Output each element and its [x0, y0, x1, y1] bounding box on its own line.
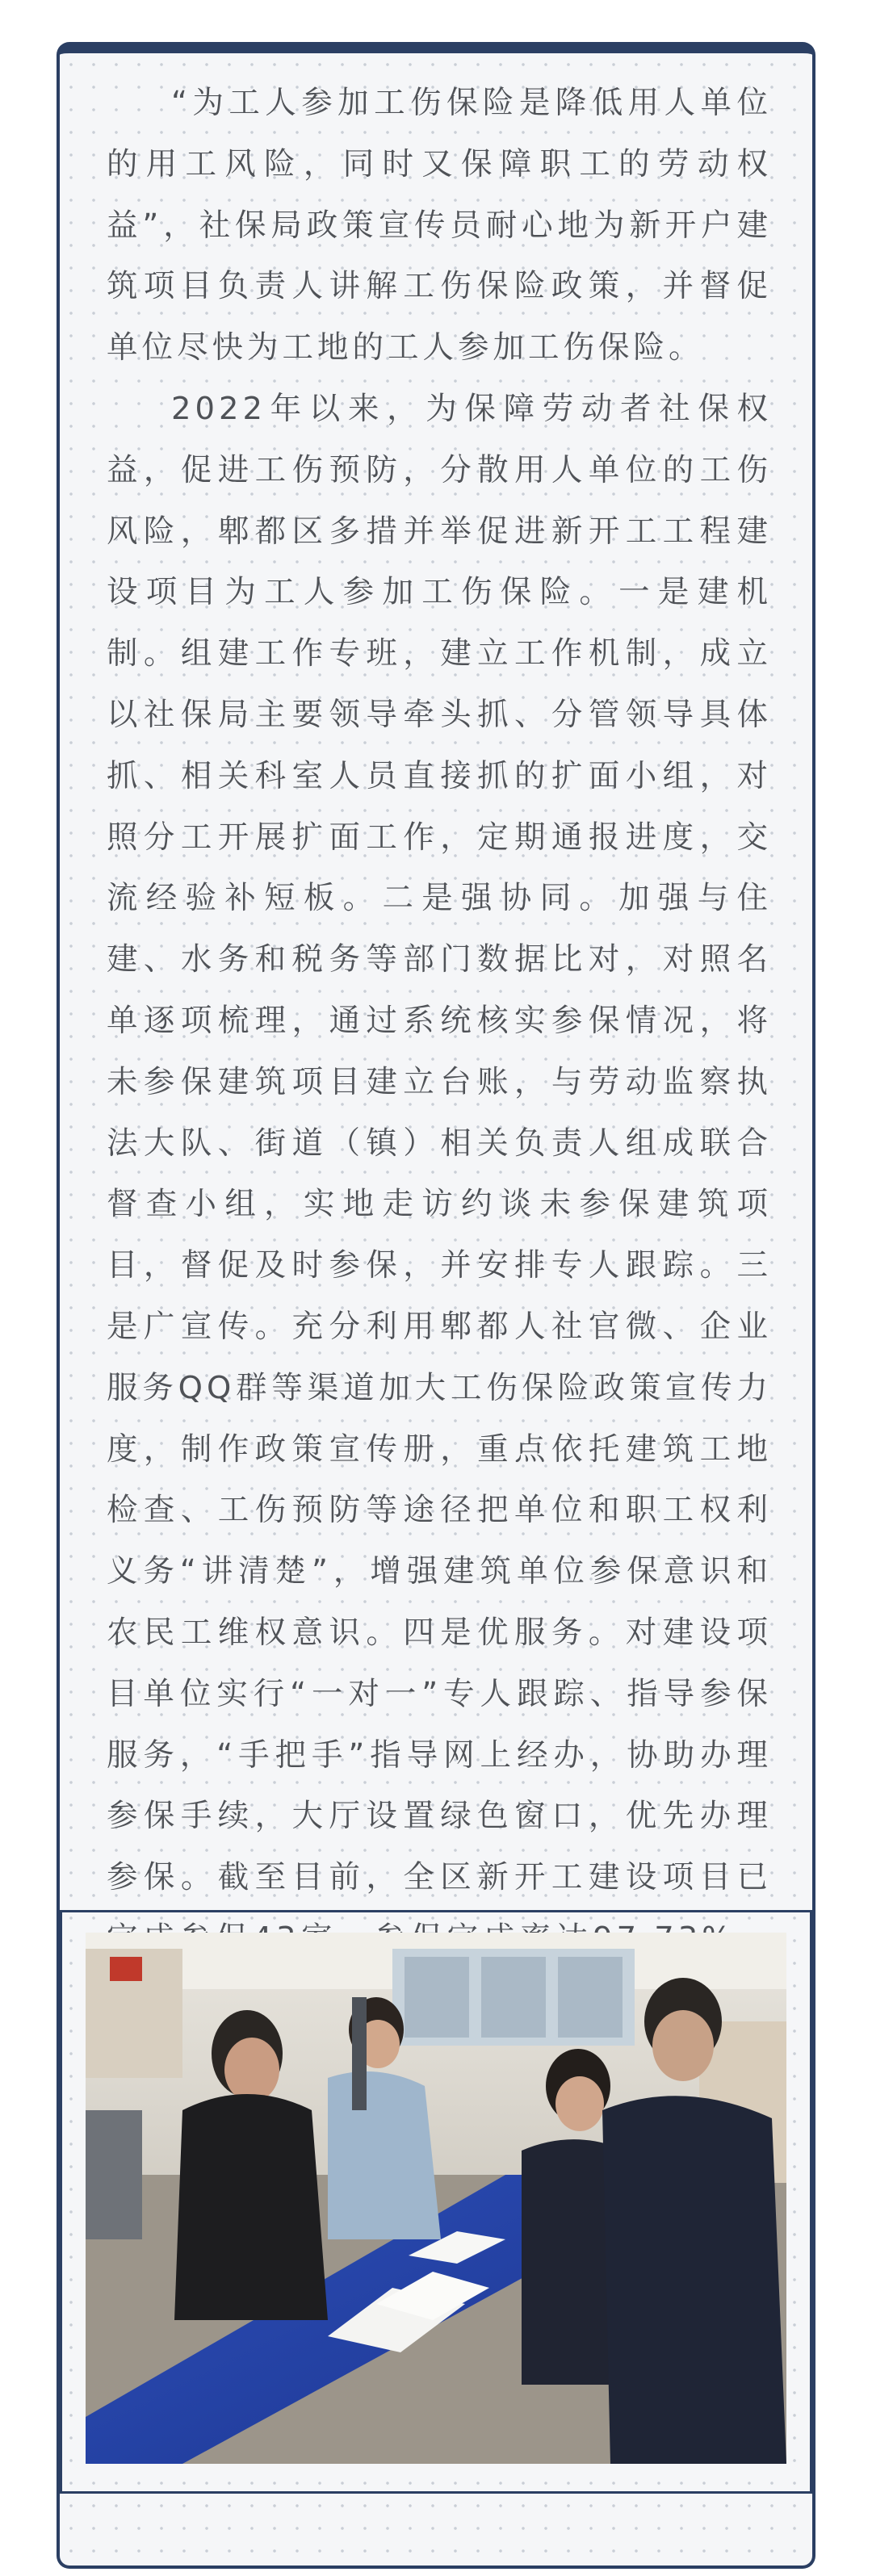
paragraph-1: “为工人参加工伤保险是降低用人单位的用工风险，同时又保障职工的劳动权益”，社保局政策宣传员耐心地为新开户建筑项目负责人讲解工伤保险政策，并督促单位尽快为工地的工人参加工伤保险。 [107, 85, 772, 367]
paragraph-2: 2022年以来，为保障劳动者社保权益，促进工伤预防，分散用人单位的工伤风险，郫都区多措并举促进新开工工程建设项目为工人参加工伤保险。一是建机制。组建工作专班，建立工作机制，成立以社保局主要领导牵头抓、分管领导具体抓、相关科室人员直接抓的扩面小组，对照分工开展扩面工作，定期通报进度，交流经验补短板。二是强协同。加强与住建、水务和税务等部门数据比对，对照名单逐项梳理，通过系统核实参保情况，将未参保建筑项目建立台账，与劳动监察执法大队、街道（镇）相关负责人组成联合督查小组，实地走访约谈未参保建筑项目，督促及时参保，并安排专人跟踪。三是广宣传。充分利用郫都人社官微、企业服务QQ群等渠道加大工伤保险政策宣传力度，制作政策宣传册，重点依托建筑工地检查、工伤预防等途径把单位和职工权利义务“讲清楚”，增强建筑单位参保意识和农民工维权意识。四是优服务。对建设项目单位实行“一对一”专人跟踪、指导参保服务，“手把手”指导网上经办，协助办理参保手续，大厅设置绿色窗口，优先办理参保。截至目前，全区新开工建设项目已 [107, 390, 772, 1896]
photo-bottom-divider [60, 2491, 812, 2494]
photo-top-divider [60, 1910, 812, 1912]
photo-right-rule [810, 1910, 812, 2491]
photo-left-rule [60, 1910, 62, 2491]
article-photo [86, 1933, 786, 2464]
article-frame [57, 42, 815, 2569]
service-hall-photo-illustration [86, 1933, 786, 2464]
article-body [107, 73, 772, 2031]
